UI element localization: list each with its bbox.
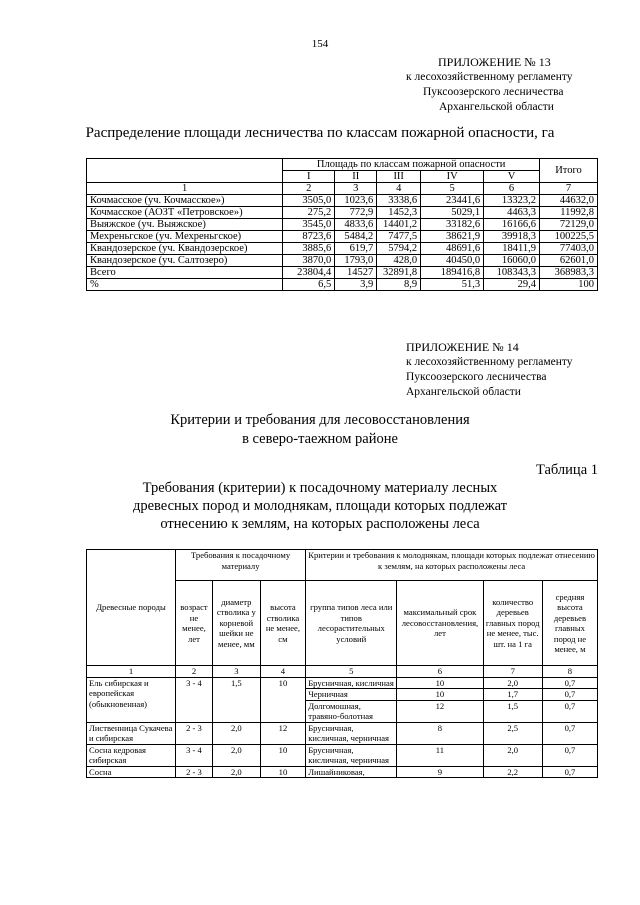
table-cell: 77403,0	[540, 243, 598, 255]
table-row	[87, 744, 598, 766]
tree-count-value: 2,5	[483, 722, 542, 744]
row-name: Кочмасское (АОЗТ «Петровское»)	[87, 207, 283, 219]
column-number: 4	[377, 183, 421, 195]
table-cell: 368983,3	[540, 267, 598, 279]
table-row	[87, 677, 598, 689]
table-row	[87, 255, 598, 267]
column-number: 1	[87, 183, 283, 195]
age-header: возраст не менее, лет	[175, 581, 212, 666]
max-term-value: 9	[397, 766, 483, 778]
table-row	[87, 766, 598, 778]
planting-material-header: Требования к посадочному материалу	[175, 550, 305, 581]
row-name: Кочмасское (уч. Кочмасское»)	[87, 195, 283, 207]
table-cell: 62601,0	[540, 255, 598, 267]
species-header: Древесные породы	[87, 550, 176, 666]
requirements-table	[86, 549, 598, 778]
table-cell: 619,7	[335, 243, 377, 255]
appendix-13-heading: ПРИЛОЖЕНИЕ № 13	[438, 55, 551, 69]
table-cell: 8,9	[377, 279, 421, 291]
avg-height-value: 0,7	[542, 722, 597, 744]
tree-count-header: количество деревьев главных пород не менее, тыс. шт. на 1 га	[483, 581, 542, 666]
age-value: 2 - 3	[175, 766, 212, 778]
species-name: Ель сибирская и европейская (обыкновенная)	[87, 677, 176, 722]
class-header: III	[377, 171, 421, 183]
area-header: Площадь по классам пожарной опасности	[283, 159, 540, 171]
table-cell: 23804,4	[283, 267, 335, 279]
table-label: Таблица 1	[535, 462, 598, 478]
tree-count-value: 1,7	[483, 689, 542, 701]
table-cell: 48691,6	[421, 243, 484, 255]
diameter-value: 2,0	[213, 744, 261, 766]
table-cell: 100	[540, 279, 598, 291]
tree-count-value: 2,0	[483, 677, 542, 689]
table2-title-line: древесных пород и молоднякам, площади которых подлежат	[132, 498, 507, 514]
table-cell: 189416,8	[421, 267, 484, 279]
column-number: 8	[542, 666, 597, 678]
table-cell: 7477,5	[377, 231, 421, 243]
forest-type-value: Брусничная, кисличная, черничная	[306, 744, 397, 766]
table-cell: 4833,6	[335, 219, 377, 231]
column-number: 7	[483, 666, 542, 678]
table2-title-line: отнесению к землям, на которых расположены леса	[160, 516, 480, 532]
table-cell: 3885,6	[283, 243, 335, 255]
max-term-header: максимальный срок лесовосстановления, лет	[397, 581, 483, 666]
max-term-value: 12	[397, 700, 483, 722]
tree-count-value: 2,2	[483, 766, 542, 778]
forest-type-value: Брусничная, кисличная, черничная	[306, 722, 397, 744]
diameter-value: 2,0	[213, 722, 261, 744]
forest-type-header: группа типов леса или типов лесорастительных условий	[306, 581, 397, 666]
appendix-14-line: Пуксоозерского лесничества	[406, 371, 547, 383]
diameter-header: диаметр стволика у корневой шейки не менее, мм	[213, 581, 261, 666]
appendix-13-block	[406, 55, 606, 115]
table-row	[87, 195, 598, 207]
species-name: Сосна кедровая сибирская	[87, 744, 176, 766]
table-cell: 100225,5	[540, 231, 598, 243]
avg-height-value: 0,7	[542, 689, 597, 701]
row-name: Всего	[87, 267, 283, 279]
column-number: 1	[87, 666, 176, 678]
column-number: 2	[175, 666, 212, 678]
table-cell: 33182,6	[421, 219, 484, 231]
column-number: 5	[306, 666, 397, 678]
class-header: II	[335, 171, 377, 183]
table-cell: 51,3	[421, 279, 484, 291]
table-row	[87, 207, 598, 219]
column-number: 3	[213, 666, 261, 678]
avg-height-value: 0,7	[542, 677, 597, 689]
table-cell: 275,2	[283, 207, 335, 219]
table2-title-line: Требования (критерии) к посадочному материалу лесных	[142, 480, 498, 496]
table-cell: 32891,8	[377, 267, 421, 279]
criteria-title-line: Критерии и требования для лесовосстановления	[170, 412, 470, 428]
avg-height-header: средняя высота деревьев главных пород не менее, м	[542, 581, 597, 666]
young-stand-header: Критерии и требования к молоднякам, площади которых подлежат отнесению к землям, на которых расположены леса	[306, 550, 598, 581]
appendix-14-heading: ПРИЛОЖЕНИЕ № 14	[406, 340, 519, 354]
table-cell: 5794,2	[377, 243, 421, 255]
table-cell: 3,9	[335, 279, 377, 291]
table-cell: 13323,2	[484, 195, 540, 207]
max-term-value: 8	[397, 722, 483, 744]
row-name: Квандозерское (уч. Квандозерское)	[87, 243, 283, 255]
row-name: Мехреньгское (уч. Мехреньгское)	[87, 231, 283, 243]
table-cell: 14527	[335, 267, 377, 279]
page-number: 154	[311, 38, 329, 50]
table-cell: 6,5	[283, 279, 335, 291]
appendix-14-line: к лесохозяйственному регламенту	[406, 356, 573, 368]
column-number: 6	[397, 666, 483, 678]
table-cell: 72129,0	[540, 219, 598, 231]
row-name: Квандозерское (уч. Салтозеро)	[87, 255, 283, 267]
table1-title: Распределение площади лесничества по классам пожарной опасности, га	[85, 125, 555, 141]
table-cell: 3338,6	[377, 195, 421, 207]
table-cell: 3870,0	[283, 255, 335, 267]
forest-type-value: Долгомошная, травяно-болотная	[306, 700, 397, 722]
height-value: 12	[260, 722, 306, 744]
avg-height-value: 0,7	[542, 700, 597, 722]
table-cell: 108343,3	[484, 267, 540, 279]
table-cell: 40450,0	[421, 255, 484, 267]
table-cell: 11992,8	[540, 207, 598, 219]
criteria-title-line: в северо-таежном районе	[242, 431, 398, 447]
table-cell: 16166,6	[484, 219, 540, 231]
table-row	[87, 159, 598, 171]
table-row	[87, 267, 598, 279]
table-cell: 1452,3	[377, 207, 421, 219]
height-value: 10	[260, 766, 306, 778]
table-cell: 23441,6	[421, 195, 484, 207]
appendix-13-line: Архангельской области	[439, 101, 554, 113]
table-cell: 18411,9	[484, 243, 540, 255]
forest-type-value: Брусничная, кисличная	[306, 677, 397, 689]
total-header: Итого	[540, 159, 598, 183]
table-cell: 4463,3	[484, 207, 540, 219]
row-name: %	[87, 279, 283, 291]
avg-height-value: 0,7	[542, 744, 597, 766]
column-number: 3	[335, 183, 377, 195]
max-term-value: 10	[397, 689, 483, 701]
forest-type-value: Черничная	[306, 689, 397, 701]
table-cell: 29,4	[484, 279, 540, 291]
class-header: IV	[421, 171, 484, 183]
table-cell: 428,0	[377, 255, 421, 267]
column-number: 5	[421, 183, 484, 195]
table-cell: 5484,2	[335, 231, 377, 243]
table-cell: 3505,0	[283, 195, 335, 207]
table-row	[87, 722, 598, 744]
table-cell: 39918,3	[484, 231, 540, 243]
appendix-14-line: Архангельской области	[406, 386, 521, 398]
table-cell: 14401,2	[377, 219, 421, 231]
species-name: Лиственница Сукачева и сибирская	[87, 722, 176, 744]
table-cell: 1793,0	[335, 255, 377, 267]
table-row	[87, 183, 598, 195]
species-name: Сосна	[87, 766, 176, 778]
table-row	[87, 666, 598, 678]
table-row	[87, 279, 598, 291]
table-row	[87, 243, 598, 255]
column-number: 2	[283, 183, 335, 195]
appendix-13-line: Пуксоозерского лесничества	[423, 86, 564, 98]
row-name: Выяжское (уч. Выяжское)	[87, 219, 283, 231]
tree-count-value: 1,5	[483, 700, 542, 722]
table-cell	[87, 159, 283, 183]
table-cell: 772,9	[335, 207, 377, 219]
table-cell: 1023,6	[335, 195, 377, 207]
appendix-14-block	[406, 340, 606, 400]
max-term-value: 11	[397, 744, 483, 766]
table-cell: 38621,9	[421, 231, 484, 243]
diameter-value: 2,0	[213, 766, 261, 778]
table-cell: 16060,0	[484, 255, 540, 267]
height-value: 10	[260, 744, 306, 766]
tree-count-value: 2,0	[483, 744, 542, 766]
diameter-value: 1,5	[213, 677, 261, 722]
column-number: 7	[540, 183, 598, 195]
table-cell: 8723,6	[283, 231, 335, 243]
class-header: V	[484, 171, 540, 183]
height-value: 10	[260, 677, 306, 722]
table-cell: 44632,0	[540, 195, 598, 207]
appendix-13-line: к лесохозяйственному регламенту	[406, 71, 573, 83]
max-term-value: 10	[397, 677, 483, 689]
age-value: 3 - 4	[175, 744, 212, 766]
table-row	[87, 219, 598, 231]
table-cell: 3545,0	[283, 219, 335, 231]
table-row	[87, 550, 598, 581]
table-cell: 5029,1	[421, 207, 484, 219]
fire-class-table	[86, 158, 598, 291]
age-value: 3 - 4	[175, 677, 212, 722]
column-number: 6	[484, 183, 540, 195]
avg-height-value: 0,7	[542, 766, 597, 778]
column-number: 4	[260, 666, 306, 678]
age-value: 2 - 3	[175, 722, 212, 744]
table-row	[87, 231, 598, 243]
class-header: I	[283, 171, 335, 183]
height-header: высота стволика не менее, см	[260, 581, 306, 666]
forest-type-value: Лишайниковая,	[306, 766, 397, 778]
